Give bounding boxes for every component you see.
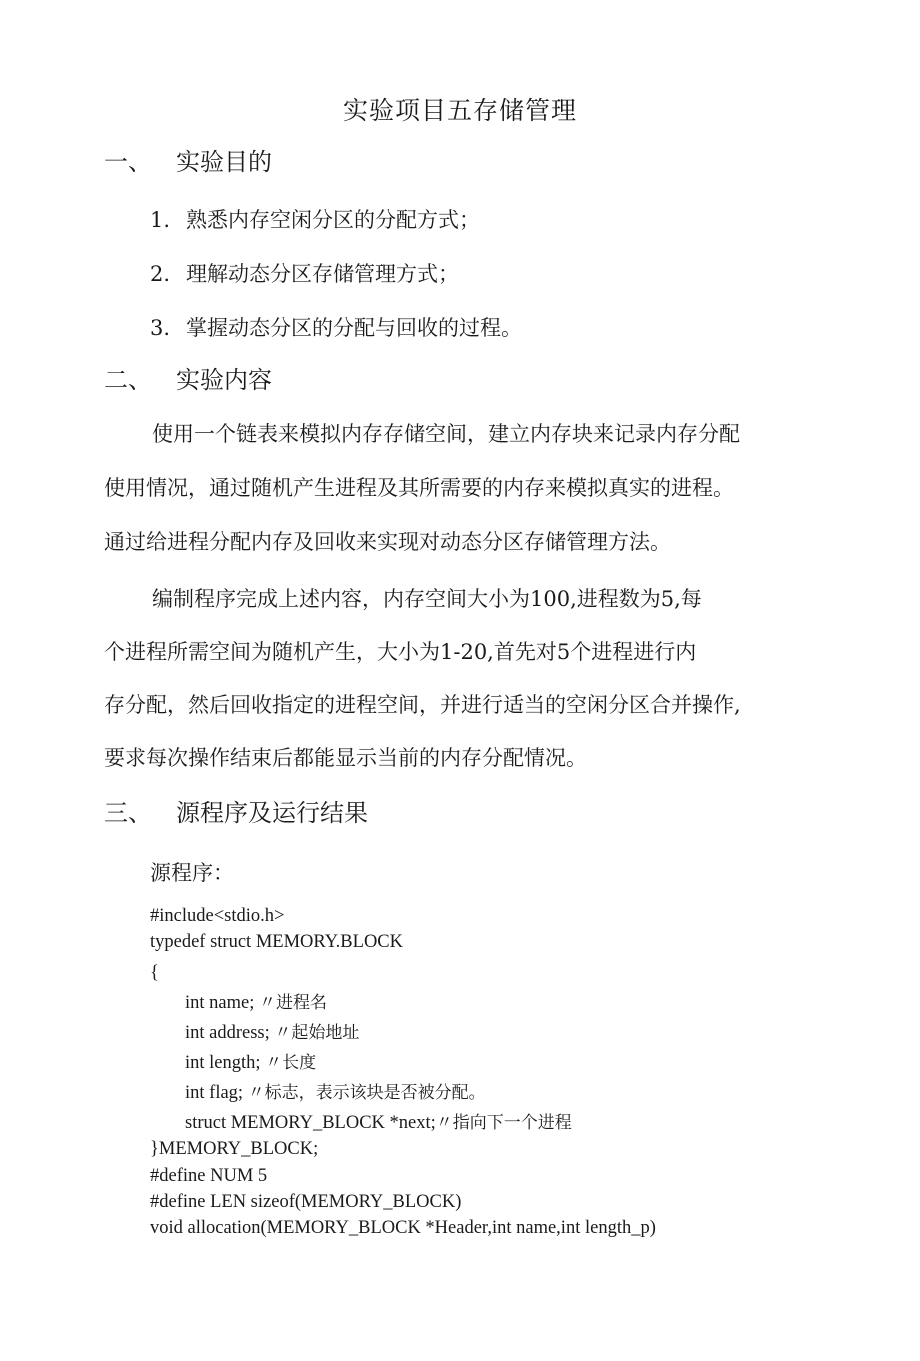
code-line: int address; 〃起始地址 — [185, 1023, 360, 1043]
objective-item — [150, 205, 480, 235]
paragraph-line: 个进程所需空间为随机产生，大小为1-20,首先对5个进程进行内 — [104, 640, 697, 664]
code-line: int flag; 〃标志，表示该块是否被分配。 — [185, 1083, 486, 1103]
code-line: typedef struct MEMORY.BLOCK — [150, 932, 404, 952]
source-label: 源程序： — [150, 861, 234, 885]
objective-text: 掌握动态分区的分配与回收的过程。 — [186, 316, 522, 340]
section-number: 一、 — [104, 148, 152, 176]
code-line: #define NUM 5 — [150, 1166, 268, 1186]
objective-item — [150, 313, 522, 343]
code-line: }MEMORY_BLOCK; — [150, 1139, 319, 1159]
code-line: int name; 〃进程名 — [185, 993, 327, 1013]
section-number: 二、 — [104, 366, 152, 394]
code-line: { — [150, 963, 159, 983]
code-line: void allocation(MEMORY_BLOCK *Header,int name,int length_p) — [150, 1218, 656, 1238]
section-title: 实验目的 — [176, 148, 272, 176]
section-heading-objectives — [104, 146, 272, 178]
objective-text: 熟悉内存空闲分区的分配方式； — [186, 208, 480, 232]
document-title: 实验项目五存储管理 — [342, 96, 577, 125]
code-line: #include<stdio.h> — [150, 906, 285, 926]
code-line: struct MEMORY_BLOCK *next;〃指向下一个进程 — [185, 1113, 572, 1133]
section-title: 源程序及运行结果 — [176, 799, 368, 827]
section-number: 三、 — [104, 799, 152, 827]
section-title: 实验内容 — [176, 366, 272, 394]
objective-number: 3. — [150, 316, 171, 340]
paragraph-line: 要求每次操作结束后都能显示当前的内存分配情况。 — [104, 746, 587, 770]
objective-text: 理解动态分区存储管理方式； — [186, 262, 459, 286]
paragraph-line: 编制程序完成上述内容，内存空间大小为100,进程数为5,每 — [152, 587, 702, 611]
code-line: #define LEN sizeof(MEMORY_BLOCK) — [150, 1192, 462, 1212]
paragraph-line: 使用一个链表来模拟内存存储空间，建立内存块来记录内存分配 — [152, 422, 740, 446]
objective-number: 1. — [150, 208, 171, 232]
section-heading-source — [104, 797, 368, 829]
code-line: int length; 〃长度 — [185, 1053, 317, 1073]
section-heading-content — [104, 364, 272, 396]
paragraph-line: 使用情况，通过随机产生进程及其所需要的内存来模拟真实的进程。 — [104, 476, 734, 500]
objective-item — [150, 259, 459, 289]
objective-number: 2. — [150, 262, 171, 286]
paragraph-line: 存分配，然后回收指定的进程空间，并进行适当的空闲分区合并操作, — [104, 693, 741, 717]
paragraph-line: 通过给进程分配内存及回收来实现对动态分区存储管理方法。 — [104, 530, 671, 554]
